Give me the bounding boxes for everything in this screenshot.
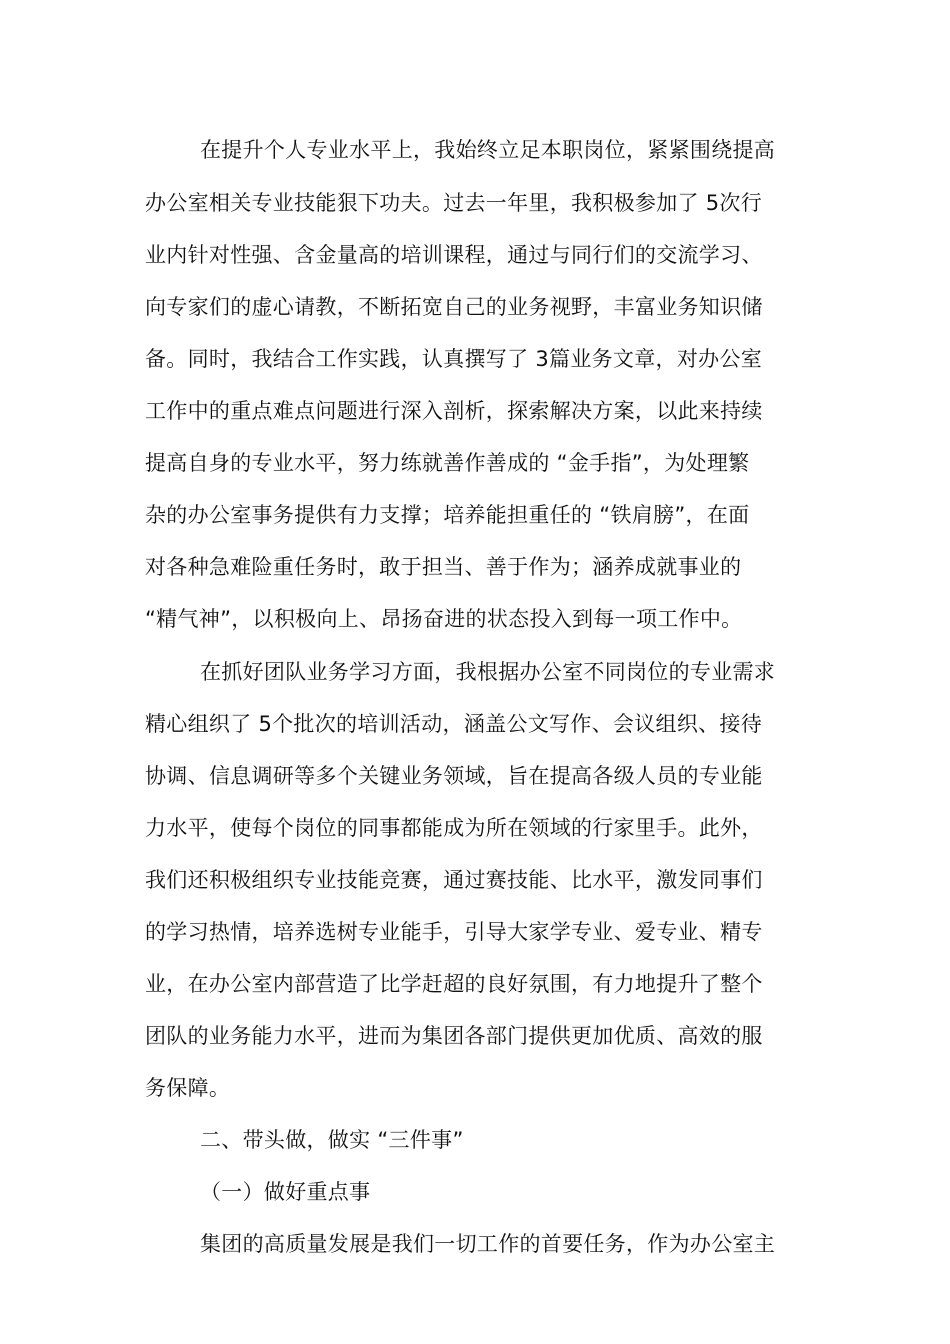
paragraph-1-line-4: 向专家们的虚心请教，不断拓宽自己的业务视野，丰富业务知识储 [145,295,763,319]
section-heading: 二、带头做，做实 “三件事” [200,1128,464,1152]
subsection-heading: （一）做好重点事 [200,1180,371,1204]
paragraph-2-line-7: 业，在办公室内部营造了比学赶超的良好氛围，有力地提升了整个 [145,972,763,996]
paragraph-2-line-2: 精心组织了 5个批次的培训活动，涵盖公文写作、会议组织、接待 [145,712,763,736]
paragraph-1-line-5: 备。同时，我结合工作实践，认真撰写了 3篇业务文章，对办公室 [145,347,763,371]
paragraph-2-line-5: 我们还积极组织专业技能竞赛，通过赛技能、比水平，激发同事们 [145,868,763,892]
paragraph-1-line-1: 在提升个人专业水平上，我始终立足本职岗位，紧紧围绕提高 [200,138,776,162]
paragraph-1-line-10: “精气神”，以积极向上、昂扬奋进的状态投入到每一项工作中。 [145,607,743,631]
paragraph-1-line-8: 杂的办公室事务提供有力支撑；培养能担重任的 “铁肩膀”，在面 [145,503,750,527]
paragraph-1-line-6: 工作中的重点难点问题进行深入剖析，探索解决方案，以此来持续 [145,399,763,423]
paragraph-2-line-3: 协调、信息调研等多个关键业务领域，旨在提高各级人员的专业能 [145,764,763,788]
paragraph-2-line-6: 的学习热情，培养选树专业能手，引导大家学专业、爱专业、精专 [145,920,763,944]
paragraph-2-line-4: 力水平，使每个岗位的同事都能成为所在领域的行家里手。此外， [145,816,763,840]
paragraph-3-line-1: 集团的高质量发展是我们一切工作的首要任务，作为办公室主 [200,1232,776,1256]
paragraph-1-line-2: 办公室相关专业技能狠下功夫。过去一年里，我积极参加了 5次行 [145,191,763,215]
paragraph-2-line-8: 团队的业务能力水平，进而为集团各部门提供更加优质、高效的服 [145,1024,763,1048]
paragraph-1-line-7: 提高自身的专业水平，努力练就善作善成的 “金手指”，为处理繁 [145,451,750,475]
paragraph-2-line-9: 务保障。 [145,1076,231,1100]
paragraph-1-line-3: 业内针对性强、含金量高的培训课程，通过与同行们的交流学习、 [145,243,763,267]
paragraph-1-line-9: 对各种急难险重任务时，敢于担当、善于作为；涵养成就事业的 [145,555,742,579]
paragraph-2-line-1: 在抓好团队业务学习方面，我根据办公室不同岗位的专业需求 [200,660,776,684]
